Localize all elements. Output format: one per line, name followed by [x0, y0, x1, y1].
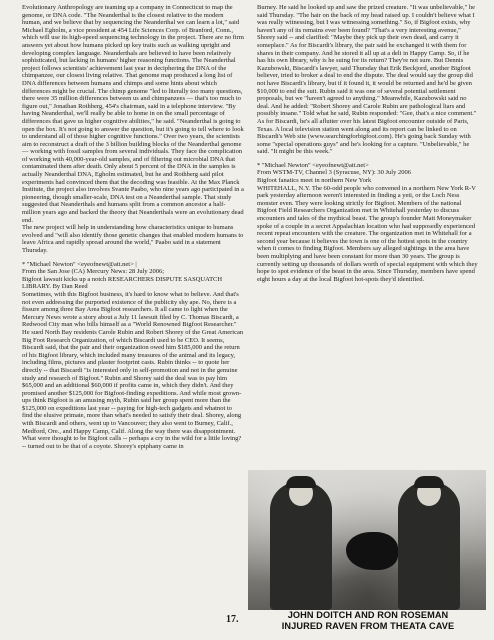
- person-figure-left: [270, 482, 332, 610]
- article-text: WHITEHALL, N.Y. The 60-odd people who convened in a northern New York R-V park yesterday afternoon weren't interested in finding a yeti, or the Loch Ness monster even. They were looking strictly for Bigfoot. Members of the national Bigfoot Field Researchers Organization met in Whitehall yesterday to discuss encounters and tales of the mythical beast. The group's founder Matt Moneymaker spoke of a couple in a secret Appalachian location who had supposedly experienced recent repeat encounters with the creature. The organization met in Whitehall for a second year because it believes the town is one of the hottest spots in the country when it comes to finding Bigfoot. Members say alleged sightings in the area have been multiplying and have been constant for more than 30 years. The group is currently setting up thousands of dollars worth of special equipment with which they hope to spot evidence of the beast in the area. Since Thursday, members have spend eight hours a day at the local Bigfoot hot-spots they'd identified.: [257, 184, 478, 283]
- helmet: [414, 476, 444, 488]
- article-source: From WSTM-TV, Channel 3 (Syracuse, NY): 30 July 2006: [257, 169, 411, 177]
- article-text: The new project will help in understanding how characteristics unique to humans evolved and "will also identify those genetic changes that enabled modern humans to leave Africa and rapidly spread around the world," Paabo said in a statement Thursday.: [22, 224, 244, 254]
- photo-caption-line-1: JOHN DOITCH AND RON ROSEMAN: [287, 610, 449, 620]
- left-column: [22, 0, 244, 450]
- page-number: 17.: [226, 614, 239, 625]
- photo-caption-line-2: INJURED RAVEN FROM THEATA CAVE: [281, 621, 455, 631]
- contributor-signature: * "Michael Newton" <eyeofnewt@att.net> |: [22, 260, 137, 268]
- contributor-signature: * "Michael Newton" <eyeofnewt@att.net>: [257, 161, 369, 169]
- article-headline: Bigfoot fanatics meet in northern New York: [257, 177, 372, 185]
- raven-figure: [346, 532, 398, 570]
- article-text: Burney. He said he looked up and saw the prized creature. "It was unbelievable," he said Thursday. "The hair on the back of my head raised up. I couldn't believe what I was really witnessing, but I was witnessing something." So, if Bigfoot exists, why haven't any of its remains ever been found? "That's a very interesting avenue," Shorey said -- and clarified: "Maybe they pick up their own dead, and carry it someplace." As for Biscardi's library, the pair said he exchanged it with them for shares in their company. And he stored it all up at a deli in Happy Camp. So, if he has his own library, why is he suing for its return? They're not sure. But Dennis Kazubowski, Biscardi's lawyer, said Thursday that Erik Beckjord, another Bigfoot believer, tried to broker a deal to end the dispute. The deal would say the group did not have Biscardi's library, but if it found it, it would be returned and he'd be given $10,000 to end the suit. Rubin said it was one of several potential settlement proposals, but we "haven't agreed to anything." Meanwhile, Kazubowski said no deal. And he added: "Robert Shorey and Carole Rubin are pathological liars and possibly insane." Told what he said, Rubin responded: "Gee, that's a nice comment." As for Biscardi, he's all aflutter over his latest Bigfoot encounter outside of Paris, Texas. A local television station went along and its report can be linked to on Biscardi's Web site (www.searchingforbigfoot.com). He's going back Sunday with some "special operations guys" and he's looking for a capture. "Unbelievable," he said. "It might be this week.": [257, 4, 477, 156]
- article-text: Evolutionary Anthropology are teaming up a company in Connecticut to map the genome, or DNA code. "The Neanderthal is the closest relative to the modern human, and we believe that by sequencing the Neanderthal we can learn a lot," said Michael Egholm, a vice president at 454 Life Sciences Corp. of Branford, Conn., which will use its high-speed sequencing technology in the project. There are no firm answers yet about how humans picked up key traits such as walking upright and developing complex language. Neanderthals are believed to have been relatively sophisticated, but lacking in humans' higher reasoning functions. The Neanderthal project follows scientists' achievement last year in deciphering the DNA of the chimpanzee, our closest living relative. That genome map produced a long list of DNA differences between humans and chimps and some hints about which differences might be crucial. The chimp genome "led to literally too many questions, there were 35 million differences between us and chimpanzees — that's too much to figure out," Jonathan Rothberg, 454's chairman, said in a telephone interview. "By having Neanderthal, we'll really be able to home in on the small percentage of differences that gave us higher cognitive abilities," he said. "Neanderthal is going to open the box. It's not going to answer the question, but it's going to tell where to look to understand all of those higher cognitive functions." Over two years, the scientists aim to reconstruct a draft of the 3 billion building blocks of the Neanderthal genome — working with fossil samples from several individuals. They face the complication of working with 40,000-year-old samples, and of filtering out microbial DNA that contaminated them after death. Only about 5 percent of the DNA in the samples is actually Neanderthal DNA, Egholm estimated, but he and Rothberg said pilot experiments had convinced them that the decoding was feasible. At the Max Planck Institute, the project also involves Svante Paabo, who nine years ago participated in a pioneering, though smaller-scale, DNA test on a Neanderthal sample. That study suggested that Neanderthals and humans split from a common ancestor a half-million years ago and backed the theory that Neanderthals were an evolutionary dead end.: [22, 4, 244, 224]
- right-column: [257, 0, 479, 283]
- helmet: [286, 476, 316, 488]
- article-source: From the San Jose (CA) Mercury News: 28 July 2006;: [22, 268, 165, 276]
- article-headline: Bigfoot lawsuit kicks up a notch RESEARCHERS DISPUTE SASQUATCH LIBRARY. By Dan Reed: [22, 275, 223, 291]
- photo-caption: [250, 610, 486, 632]
- article-text: Sometimes, with this Bigfoot business, it's hard to know what to believe. And that's not even addressing the purported existence of the publicity shy ape. No, there is a fissure among three Bay Area Bigfoot researchers. It all came to light when the Mercury News wrote a story about a July 11 lawsuit filed by C. Thomas Biscardi, a Redwood City man who bills himself as a "World Renowned Bigfoot Researcher." He sued North Bay residents Carole Rubin and Robert Shorey of the Great American Big Foot Research Organization, of which Biscardi used to be CEO. It seems, Biscardi said, that the pair and their organization owed him $185,000 and the return of his Bigfoot library, which included many treasures of the animal and its legacy, including films, pictures and plaster footprint casts. Rubin thinks -- to quote her directly -- that Biscardi "is interested only in self-promotion and not in the genuine study and research of Bigfoot." Rubin and Shorey said the deal was to pay him $65,000 and an additional $60,000 if profits came in, which they didn't. And they promised another $125,000 for Bigfoot-finding expeditions. And while most grown-ups think Bigfoot is an amusing myth, Rubin said her group spent more than the $125,000 on expeditions last year -- paying for high-tech gadgets and whatnot to find the elusive primate, more than what's needed to satisfy their deal. Shorey, along with Biscardi and others, went up to Vancouver; they also went to Burney, Calif., Medford, Ore., and Happy Camp, Calif. Along the way there was disappointment. What were thought to be Bigfoot calls -- perhaps a cry in the wild for a little loving? -- turned out to be that of a coyote. Shorey's epiphany came in: [22, 290, 244, 450]
- person-figure-right: [398, 482, 460, 610]
- cave-photo: [248, 470, 486, 610]
